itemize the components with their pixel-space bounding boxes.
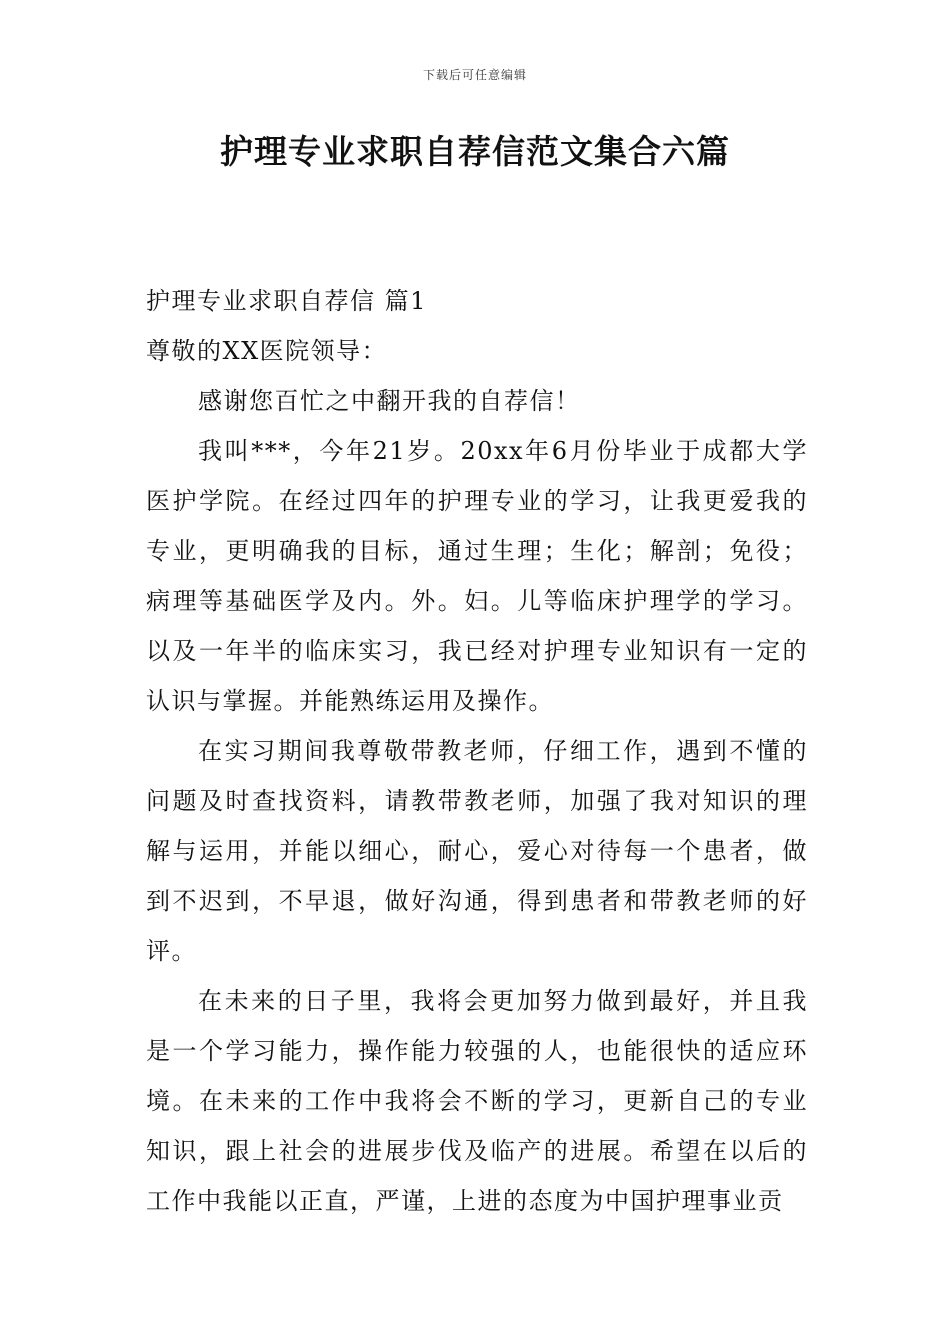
header-note: 下载后可任意编辑 (422, 68, 527, 82)
section-heading: 护理专业求职自荐信 篇1 (146, 287, 427, 315)
paragraph-thanks: 感谢您百忙之中翻开我的自荐信！ (198, 387, 581, 415)
paragraph-internship: 在实习期间我尊敬带教老师，仔细工作，遇到不懂的问题及时查找资料，请教带教老师，加强了我对知识的理解与运用，并能以细心，耐心，爱心对待每一个患者，做到不迟到，不早退，做好沟通，得到患者和带教老师的好评。 (146, 737, 808, 965)
document-body (146, 276, 808, 1226)
paragraph-introduction: 我叫***，今年21岁。20xx年6月份毕业于成都大学医护学院。在经过四年的护理专业的学习，让我更爱我的专业，更明确我的目标，通过生理；生化；解剖；免役；病理等基础医学及内。外。妇。儿等临床护理学的学习。以及一年半的临床实习，我已经对护理专业知识有一定的认识与掌握。并能熟练运用及操作。 (146, 437, 808, 715)
salutation: 尊敬的XX医院领导： (146, 337, 388, 365)
document-title: 护理专业求职自荐信范文集合六篇 (220, 132, 730, 171)
paragraph-future: 在未来的日子里，我将会更加努力做到最好，并且我是一个学习能力，操作能力较强的人，也能很快的适应环境。在未来的工作中我将会不断的学习，更新自己的专业知识，跟上社会的进展步伐及临产的进展。希望在以后的工作中我能以正直，严谨，上进的态度为中国护理事业贡 (146, 987, 808, 1215)
